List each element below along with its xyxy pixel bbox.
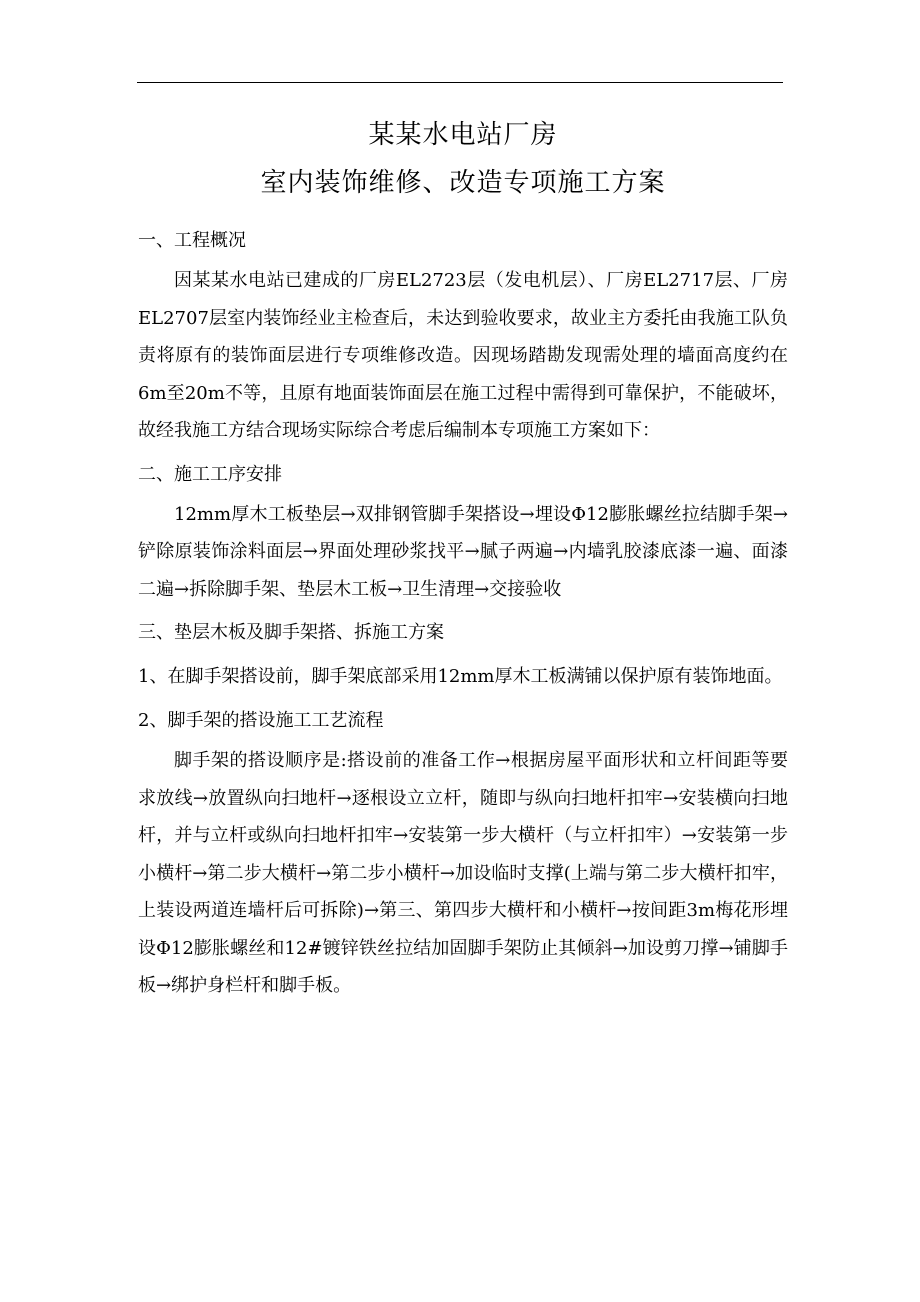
item2-paragraph: 脚手架的搭设顺序是:搭设前的准备工作→根据房屋平面形状和立杆间距等要求放线→放置纵向扫地杆→逐根设立立杆，随即与纵向扫地杆扣牢→安装横向扫地杆，并与立杆或纵向扫地杆扣牢→安装第一步大横杆（与立杆扣牢）→安装第一步小横杆→第二步大横杆→第二步小横杆→加设临时支撑(上端与第二步大横杆扣牢，上装设两道连墙杆后可拆除)→第三、第四步大横杆和小横杆→按间距3m梅花形埋设Φ12膨胀螺丝和12#镀锌铁丝拉结加固脚手架防止其倾斜→加设剪刀撑→铺脚手板→绑护身栏杆和脚手板。: [138, 750, 788, 996]
section1-paragraph: 因某某水电站已建成的厂房EL2723层（发电机层）、厂房EL2717层、厂房EL2707层室内装饰经业主检查后，未达到验收要求，故业主方委托由我施工队负责将原有的装饰面层进行专项维修改造。因现场踏勘发现需处理的墙面高度约在6m至20m不等，且原有地面装饰面层在施工过程中需得到可靠保护，不能破坏，故经我施工方结合现场实际综合考虑后编制本专项施工方案如下：: [138, 270, 788, 441]
section3-heading: 三、垫层木板及脚手架搭、拆施工方案: [138, 622, 444, 643]
header-rule: [137, 82, 783, 83]
section2-paragraph: 12mm厚木工板垫层→双排钢管脚手架搭设→埋设Φ12膨胀螺丝拉结脚手架→铲除原装饰涂料面层→界面处理砂浆找平→腻子两遍→内墙乳胶漆底漆一遍、面漆二遍→拆除脚手架、垫层木工板→卫生清理→交接验收: [138, 503, 788, 600]
document-body: [138, 112, 788, 1005]
section1-heading: 一、工程概况: [138, 230, 246, 251]
document-title-line2: 室内装饰维修、改造专项施工方案: [260, 168, 666, 198]
list-item-1: 1、在脚手架搭设前，脚手架底部采用12mm厚木工板满铺以保护原有装饰地面。: [138, 666, 783, 687]
section2-heading: 二、施工工序安排: [138, 463, 282, 485]
list-item-2: 2、脚手架的搭设施工工艺流程: [138, 710, 384, 731]
document-title-line1: 某某水电站厂房: [368, 120, 558, 150]
